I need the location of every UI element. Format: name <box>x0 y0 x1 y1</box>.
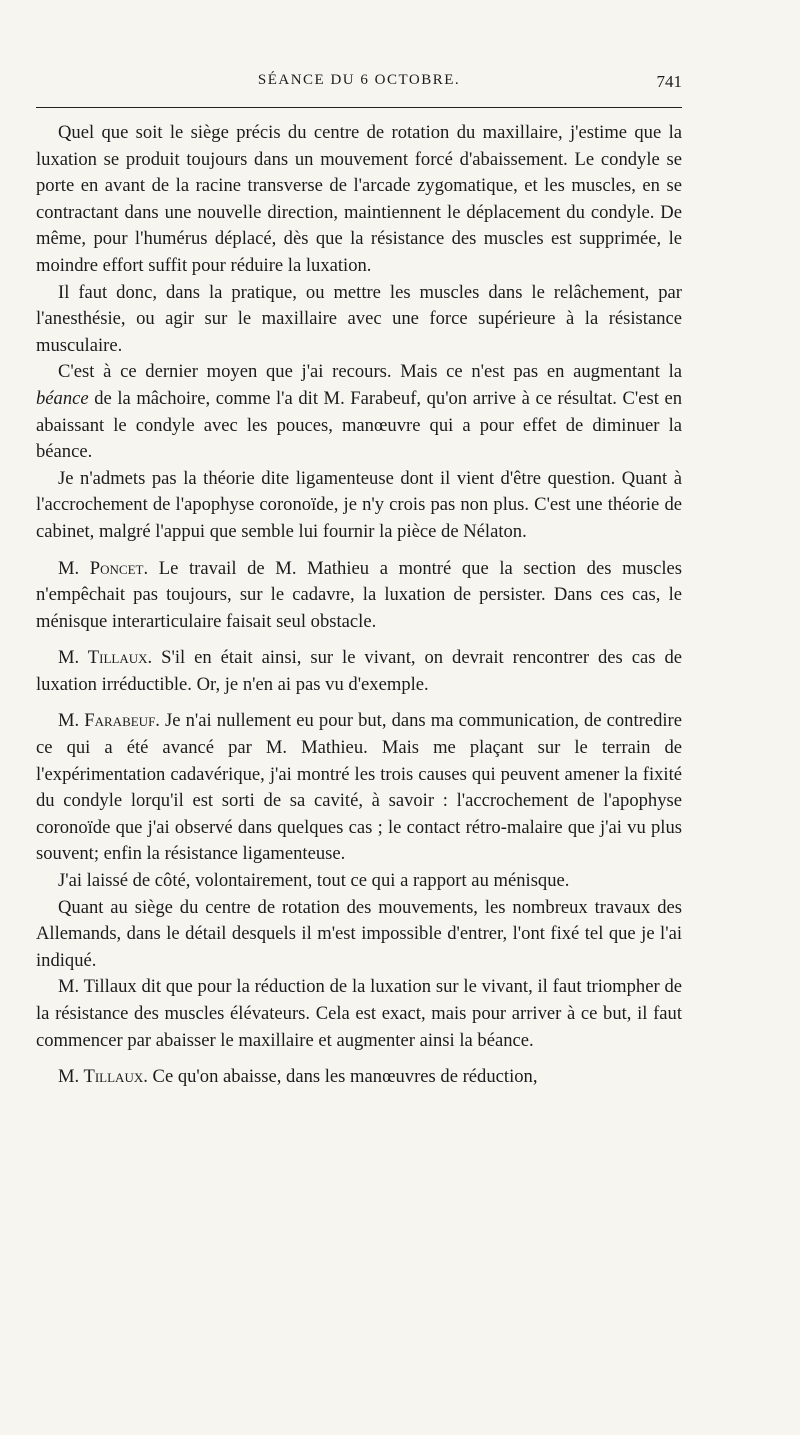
speaker-name: M. Tillaux. <box>58 1066 148 1088</box>
paragraph: Quant au siège du centre de rotation des mouvements, les nombreux travaux des Allemands, dans le détail desquels il m'est impossible d'entrer, l'ont fixé tel que je l'ai indiqué. <box>36 896 682 971</box>
speaker-name: M. Farabeuf. <box>58 710 160 732</box>
speaker-name: M. Poncet. <box>58 557 149 579</box>
paragraph: M. Poncet. Le travail de M. Mathieu a montré que la section des muscles n'empêchait pas toujours, sur le cadavre, la luxation de persister. Dans ces cas, le ménisque interarticulaire faisait seul obstacle. <box>36 557 683 632</box>
paragraph: M. Tillaux. Ce qu'on abaisse, dans les manœuvres de réduction, <box>58 1066 538 1088</box>
paragraph: Je n'admets pas la théorie dite ligamenteuse dont il vient d'être question. Quant à l'accrochement de l'apophyse coronoïde, je n'y crois pas non plus. C'est une théorie de cabinet, malgré l'appui que semble lui fournir la pièce de Nélaton. <box>36 467 682 542</box>
paragraph: M. Farabeuf. Je n'ai nullement eu pour but, dans ma communication, de contredire ce qui a été avancé par M. Mathieu. Mais me plaçant sur le terrain de l'expérimentation cadavérique, j'ai montré les trois causes qui peuvent amener la fixité du condyle lorqu'il est sorti de sa cavité, à savoir : l'accrochement de l'apophyse coronoïde que j'ai observé dans quelques cas ; le contact rétro-malaire que j'ai vu plus souvent; enfin la résistance ligamenteuse. <box>36 710 682 865</box>
italic-term: béance <box>36 387 89 409</box>
paragraph: Il faut donc, dans la pratique, ou mettre les muscles dans le relâchement, par l'anesthésie, ou agir sur le maxillaire avec une force supérieure à la résistance musculaire. <box>36 281 682 356</box>
paragraph: J'ai laissé de côté, volontairement, tout ce qui a rapport au ménisque. <box>58 870 570 892</box>
paragraph: C'est à ce dernier moyen que j'ai recours. Mais ce n'est pas en augmentant la béance de la mâchoire, comme l'a dit M. Farabeuf, qu'on arrive à ce résultat. C'est en abaissant le condyle avec les pouces, manœuvre qui a pour effet de diminuer la béance. <box>36 361 682 463</box>
paragraph: M. Tillaux. S'il en était ainsi, sur le vivant, on devrait rencontrer des cas de luxation irréductible. Or, je n'en ai pas vu d'exemple. <box>36 647 682 695</box>
header-rule <box>36 107 682 108</box>
speaker-name: M. Tillaux. <box>58 647 153 669</box>
page-number: 741 <box>656 72 682 91</box>
running-title: SÉANCE DU 6 OCTOBRE. <box>257 72 461 88</box>
running-header <box>36 72 682 102</box>
page-body <box>36 120 682 1091</box>
paragraph: Quel que soit le siège précis du centre de rotation du maxillaire, j'estime que la luxation se produit toujours dans un mouvement forcé d'abaissement. Le condyle se porte en avant de la racine transverse de l'arcade zygomatique, et les muscles, en se contractant dans une nouvelle direction, maintiennent le déplacement du condyle. De même, pour l'humérus déplacé, dès que la résistance des muscles est supprimée, le moindre effort suffit pour réduire la luxation. <box>36 122 682 276</box>
paragraph: M. Tillaux dit que pour la réduction de la luxation sur le vivant, il faut triompher de la résistance des muscles élévateurs. Cela est exact, mais pour arriver à ce but, il faut commencer par abaisser le maxillaire et augmenter ainsi la béance. <box>36 976 682 1051</box>
